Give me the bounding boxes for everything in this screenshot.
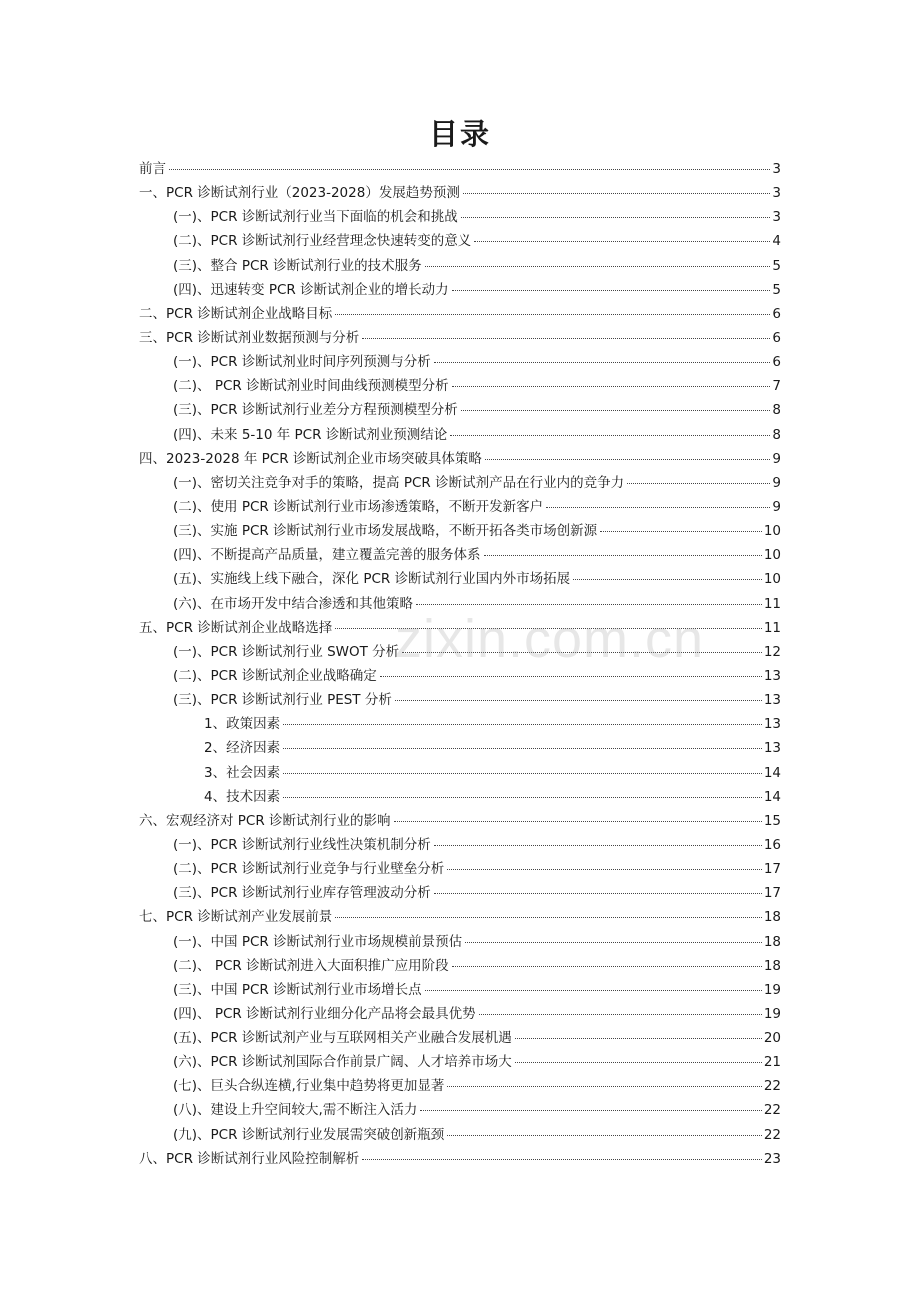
toc-entry-page-number: 15: [763, 812, 781, 829]
toc-entry-page-number: 22: [763, 1078, 781, 1095]
toc-dot-leader: [515, 1037, 762, 1039]
toc-entry-label: 3、社会因素: [204, 764, 281, 781]
toc-dot-leader: [434, 361, 771, 363]
toc-entry-page-number: 22: [763, 1102, 781, 1119]
toc-entry-label: 一、PCR 诊断试剂行业（2023-2028）发展趋势预测: [139, 185, 460, 202]
toc-dot-leader: [395, 699, 762, 701]
toc-dot-leader: [425, 989, 762, 991]
toc-entry-page-number: 7: [772, 378, 781, 395]
toc-entry-label: (三)、PCR 诊断试剂行业差分方程预测模型分析: [173, 402, 458, 419]
toc-entry[interactable]: [139, 1147, 781, 1171]
toc-entry-page-number: 8: [772, 402, 781, 419]
toc-entry[interactable]: [139, 664, 781, 688]
toc-entry-label: (四)、 PCR 诊断试剂行业细分化产品将会最具优势: [173, 1005, 476, 1022]
toc-entry[interactable]: [139, 543, 781, 567]
toc-entry[interactable]: [139, 930, 781, 954]
toc-entry[interactable]: [139, 1098, 781, 1122]
toc-entry[interactable]: [139, 712, 781, 736]
toc-entry-page-number: 18: [763, 933, 781, 950]
toc-entry-label: (三)、中国 PCR 诊断试剂行业市场增长点: [173, 981, 422, 998]
toc-dot-leader: [394, 820, 762, 822]
toc-entry-label: (三)、PCR 诊断试剂行业 PEST 分析: [173, 692, 392, 709]
toc-entry-label: 四、2023-2028 年 PCR 诊断试剂企业市场突破具体策略: [139, 450, 482, 467]
toc-entry-label: (八)、建设上升空间较大,需不断注入活力: [173, 1102, 418, 1119]
toc-entry-page-number: 6: [772, 305, 781, 322]
toc-entry[interactable]: [139, 519, 781, 543]
toc-entry-page-number: 4: [772, 233, 781, 250]
toc-dot-leader: [447, 1134, 762, 1136]
table-of-contents: [139, 157, 781, 1171]
toc-entry[interactable]: [139, 447, 781, 471]
toc-entry[interactable]: [139, 761, 781, 785]
toc-entry-label: 4、技术因素: [204, 788, 281, 805]
toc-entry[interactable]: [139, 736, 781, 760]
toc-entry[interactable]: [139, 374, 781, 398]
toc-dot-leader: [474, 240, 770, 242]
watermark: zixin.com.cn: [395, 609, 705, 669]
toc-dot-leader: [402, 651, 762, 653]
toc-entry-page-number: 13: [763, 740, 781, 757]
toc-entry-page-number: 9: [772, 474, 781, 491]
toc-entry[interactable]: [139, 1002, 781, 1026]
toc-dot-leader: [380, 675, 762, 677]
toc-entry-label: (五)、PCR 诊断试剂产业与互联网相关产业融合发展机遇: [173, 1030, 512, 1047]
toc-entry[interactable]: [139, 592, 781, 616]
toc-dot-leader: [283, 796, 762, 798]
toc-dot-leader: [573, 578, 762, 580]
toc-dot-leader: [335, 916, 762, 918]
toc-entry[interactable]: [139, 978, 781, 1002]
toc-dot-leader: [546, 506, 770, 508]
toc-entry-page-number: 6: [772, 354, 781, 371]
toc-entry[interactable]: [139, 302, 781, 326]
toc-dot-leader: [335, 627, 762, 629]
toc-entry[interactable]: [139, 181, 781, 205]
toc-entry-label: 前言: [139, 161, 166, 177]
toc-entry-label: (四)、迅速转变 PCR 诊断试剂企业的增长动力: [173, 281, 449, 298]
toc-entry-label: (九)、PCR 诊断试剂行业发展需突破创新瓶颈: [173, 1126, 445, 1143]
toc-entry[interactable]: [139, 471, 781, 495]
toc-entry-page-number: 5: [772, 257, 781, 274]
toc-entry-label: (五)、实施线上线下融合，深化 PCR 诊断试剂行业国内外市场拓展: [173, 571, 571, 588]
toc-entry-page-number: 10: [763, 547, 781, 564]
toc-entry[interactable]: [139, 954, 781, 978]
toc-dot-leader: [465, 941, 762, 943]
toc-entry-page-number: 13: [763, 716, 781, 733]
toc-entry-page-number: 8: [772, 426, 781, 443]
toc-entry-page-number: 19: [763, 1005, 781, 1022]
toc-entry[interactable]: [139, 278, 781, 302]
toc-dot-leader: [362, 337, 770, 339]
toc-entry-page-number: 22: [763, 1126, 781, 1143]
toc-entry-label: 三、PCR 诊断试剂业数据预测与分析: [139, 329, 360, 346]
toc-entry-page-number: 13: [763, 692, 781, 709]
toc-entry-label: (一)、密切关注竞争对手的策略，提高 PCR 诊断试剂产品在行业内的竞争力: [173, 474, 625, 491]
toc-dot-leader: [484, 554, 762, 556]
toc-entry-page-number: 3: [772, 185, 781, 202]
toc-dot-leader: [416, 603, 762, 605]
toc-entry-page-number: 17: [763, 885, 781, 902]
toc-dot-leader: [283, 772, 762, 774]
toc-entry[interactable]: [139, 905, 781, 929]
toc-entry[interactable]: [139, 157, 781, 181]
toc-dot-leader: [600, 530, 762, 532]
toc-dot-leader: [627, 482, 770, 484]
toc-entry-label: (二)、使用 PCR 诊断试剂行业市场渗透策略，不断开发新客户: [173, 498, 544, 515]
toc-entry-page-number: 17: [763, 861, 781, 878]
toc-entry[interactable]: [139, 398, 781, 422]
toc-entry-label: (三)、PCR 诊断试剂行业库存管理波动分析: [173, 885, 431, 902]
toc-entry-page-number: 3: [772, 161, 781, 177]
toc-entry-label: 1、政策因素: [204, 716, 281, 733]
toc-entry[interactable]: [139, 495, 781, 519]
toc-entry-page-number: 10: [763, 523, 781, 540]
toc-dot-leader: [283, 747, 762, 749]
toc-entry-page-number: 13: [763, 667, 781, 684]
toc-dot-leader: [420, 1109, 761, 1111]
toc-entry-page-number: 5: [772, 281, 781, 298]
toc-entry-label: (二)、 PCR 诊断试剂业时间曲线预测模型分析: [173, 378, 449, 395]
toc-dot-leader: [335, 313, 770, 315]
toc-entry-label: (一)、中国 PCR 诊断试剂行业市场规模前景预估: [173, 933, 463, 950]
toc-dot-leader: [452, 385, 771, 387]
toc-dot-leader: [485, 458, 771, 460]
toc-entry-label: (二)、PCR 诊断试剂行业竞争与行业壁垒分析: [173, 861, 445, 878]
toc-entry[interactable]: [139, 1123, 781, 1147]
toc-entry-page-number: 16: [763, 836, 781, 853]
toc-dot-leader: [169, 168, 770, 170]
toc-entry-label: (二)、PCR 诊断试剂企业战略确定: [173, 667, 377, 684]
toc-dot-leader: [461, 409, 771, 411]
toc-dot-leader: [434, 844, 762, 846]
toc-entry[interactable]: [139, 205, 781, 229]
toc-entry-page-number: 23: [763, 1150, 781, 1167]
toc-entry-page-number: 14: [763, 788, 781, 805]
toc-entry[interactable]: [139, 229, 781, 253]
toc-entry[interactable]: [139, 809, 781, 833]
toc-entry-label: 二、PCR 诊断试剂企业战略目标: [139, 305, 333, 322]
toc-entry-label: (四)、未来 5-10 年 PCR 诊断试剂业预测结论: [173, 426, 448, 443]
toc-entry[interactable]: [139, 350, 781, 374]
toc-entry-label: (二)、 PCR 诊断试剂进入大面积推广应用阶段: [173, 957, 449, 974]
toc-entry-page-number: 9: [772, 498, 781, 515]
toc-entry[interactable]: [139, 881, 781, 905]
toc-dot-leader: [425, 265, 771, 267]
toc-entry-label: 六、宏观经济对 PCR 诊断试剂行业的影响: [139, 812, 391, 829]
page-title: 目录: [428, 117, 491, 151]
toc-entry[interactable]: [139, 1050, 781, 1074]
toc-entry-label: (一)、PCR 诊断试剂行业 SWOT 分析: [173, 643, 400, 660]
toc-entry-page-number: 6: [772, 329, 781, 346]
toc-entry-label: (六)、PCR 诊断试剂国际合作前景广阔、人才培养市场大: [173, 1054, 512, 1071]
toc-entry-label: 七、PCR 诊断试剂产业发展前景: [139, 909, 333, 926]
toc-entry[interactable]: [139, 326, 781, 350]
toc-entry[interactable]: [139, 1026, 781, 1050]
toc-entry[interactable]: [139, 423, 781, 447]
toc-dot-leader: [447, 1085, 761, 1087]
toc-entry-page-number: 9: [772, 450, 781, 467]
toc-entry-page-number: 19: [763, 981, 781, 998]
toc-dot-leader: [452, 289, 771, 291]
toc-entry[interactable]: [139, 785, 781, 809]
toc-entry[interactable]: [139, 254, 781, 278]
toc-entry-label: (四)、不断提高产品质量，建立覆盖完善的服务体系: [173, 547, 481, 564]
toc-entry[interactable]: [139, 640, 781, 664]
toc-entry-label: (七)、巨头合纵连横,行业集中趋势将更加显著: [173, 1078, 445, 1095]
toc-entry[interactable]: [139, 688, 781, 712]
toc-entry-page-number: 12: [763, 643, 781, 660]
toc-dot-leader: [452, 965, 762, 967]
toc-dot-leader: [479, 1013, 762, 1015]
toc-entry-page-number: 18: [763, 957, 781, 974]
toc-entry-label: (二)、PCR 诊断试剂行业经营理念快速转变的意义: [173, 233, 472, 250]
toc-dot-leader: [450, 434, 770, 436]
toc-entry-label: (一)、PCR 诊断试剂业时间序列预测与分析: [173, 354, 431, 371]
toc-dot-leader: [515, 1061, 762, 1063]
toc-dot-leader: [362, 1158, 762, 1160]
toc-entry-label: 2、经济因素: [204, 740, 281, 757]
toc-entry-page-number: 20: [763, 1030, 781, 1047]
toc-entry-label: 五、PCR 诊断试剂企业战略选择: [139, 619, 333, 636]
toc-entry-label: 八、PCR 诊断试剂行业风险控制解析: [139, 1150, 360, 1167]
toc-entry[interactable]: [139, 1074, 781, 1098]
toc-entry[interactable]: [139, 616, 781, 640]
toc-entry-label: (六)、在市场开发中结合渗透和其他策略: [173, 595, 414, 612]
toc-entry-label: (三)、整合 PCR 诊断试剂行业的技术服务: [173, 257, 422, 274]
toc-dot-leader: [283, 723, 762, 725]
toc-entry-page-number: 10: [763, 571, 781, 588]
toc-entry-page-number: 3: [772, 209, 781, 226]
toc-entry-page-number: 11: [763, 595, 781, 612]
toc-entry-page-number: 11: [763, 619, 781, 636]
toc-entry-label: (一)、PCR 诊断试剂行业当下面临的机会和挑战: [173, 209, 458, 226]
toc-entry-label: (三)、实施 PCR 诊断试剂行业市场发展战略，不断开拓各类市场创新源: [173, 523, 598, 540]
toc-entry-label: (一)、PCR 诊断试剂行业线性决策机制分析: [173, 836, 431, 853]
toc-entry-page-number: 14: [763, 764, 781, 781]
toc-entry[interactable]: [139, 833, 781, 857]
toc-dot-leader: [463, 192, 771, 194]
toc-entry-page-number: 18: [763, 909, 781, 926]
toc-dot-leader: [434, 892, 762, 894]
toc-dot-leader: [447, 868, 762, 870]
toc-entry[interactable]: [139, 857, 781, 881]
toc-dot-leader: [461, 216, 771, 218]
toc-entry-page-number: 21: [763, 1054, 781, 1071]
toc-entry[interactable]: [139, 567, 781, 591]
